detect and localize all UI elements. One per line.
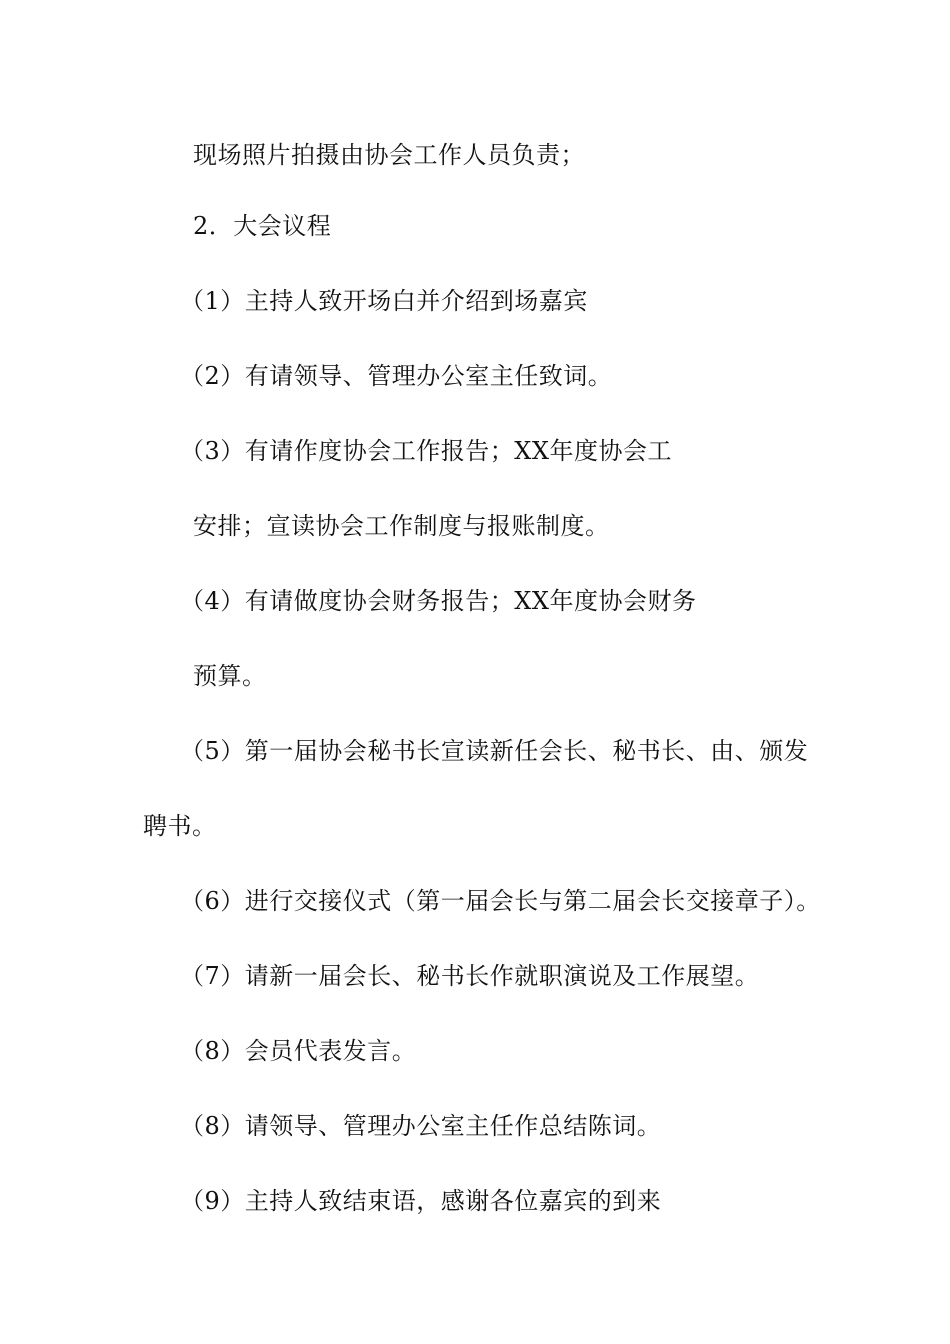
agenda-item-1: （1）主持人致开场白并介绍到场嘉宾 bbox=[180, 287, 588, 315]
agenda-item-4: （4）有请做度协会财务报告；XX年度协会财务 bbox=[180, 587, 697, 615]
agenda-item-8b: （8）请领导、管理办公室主任作总结陈词。 bbox=[180, 1112, 662, 1140]
agenda-item-2: （2）有请领导、管理办公室主任致词。 bbox=[180, 362, 613, 390]
agenda-item-9: （9）主持人致结束语，感谢各位嘉宾的到来 bbox=[180, 1187, 662, 1215]
agenda-item-3-continuation: 安排；宣读协会工作制度与报账制度。 bbox=[193, 512, 610, 540]
agenda-item-8a: （8）会员代表发言。 bbox=[180, 1037, 417, 1065]
agenda-item-5: （5）第一届协会秘书长宣读新任会长、秘书长、由、颁发 bbox=[180, 737, 809, 765]
agenda-item-6: （6）进行交接仪式（第一届会长与第二届会长交接章子）。 bbox=[180, 887, 821, 915]
section-heading-agenda: 2．大会议程 bbox=[193, 212, 332, 240]
agenda-item-5-continuation: 聘书。 bbox=[143, 812, 217, 840]
agenda-item-7: （7）请新一届会长、秘书长作就职演说及工作展望。 bbox=[180, 962, 760, 990]
agenda-item-3: （3）有请作度协会工作报告；XX年度协会工 bbox=[180, 437, 672, 465]
text-line-photo-responsibility: 现场照片拍摄由协会工作人员负责； bbox=[193, 141, 585, 169]
agenda-item-4-continuation: 预算。 bbox=[193, 662, 267, 690]
